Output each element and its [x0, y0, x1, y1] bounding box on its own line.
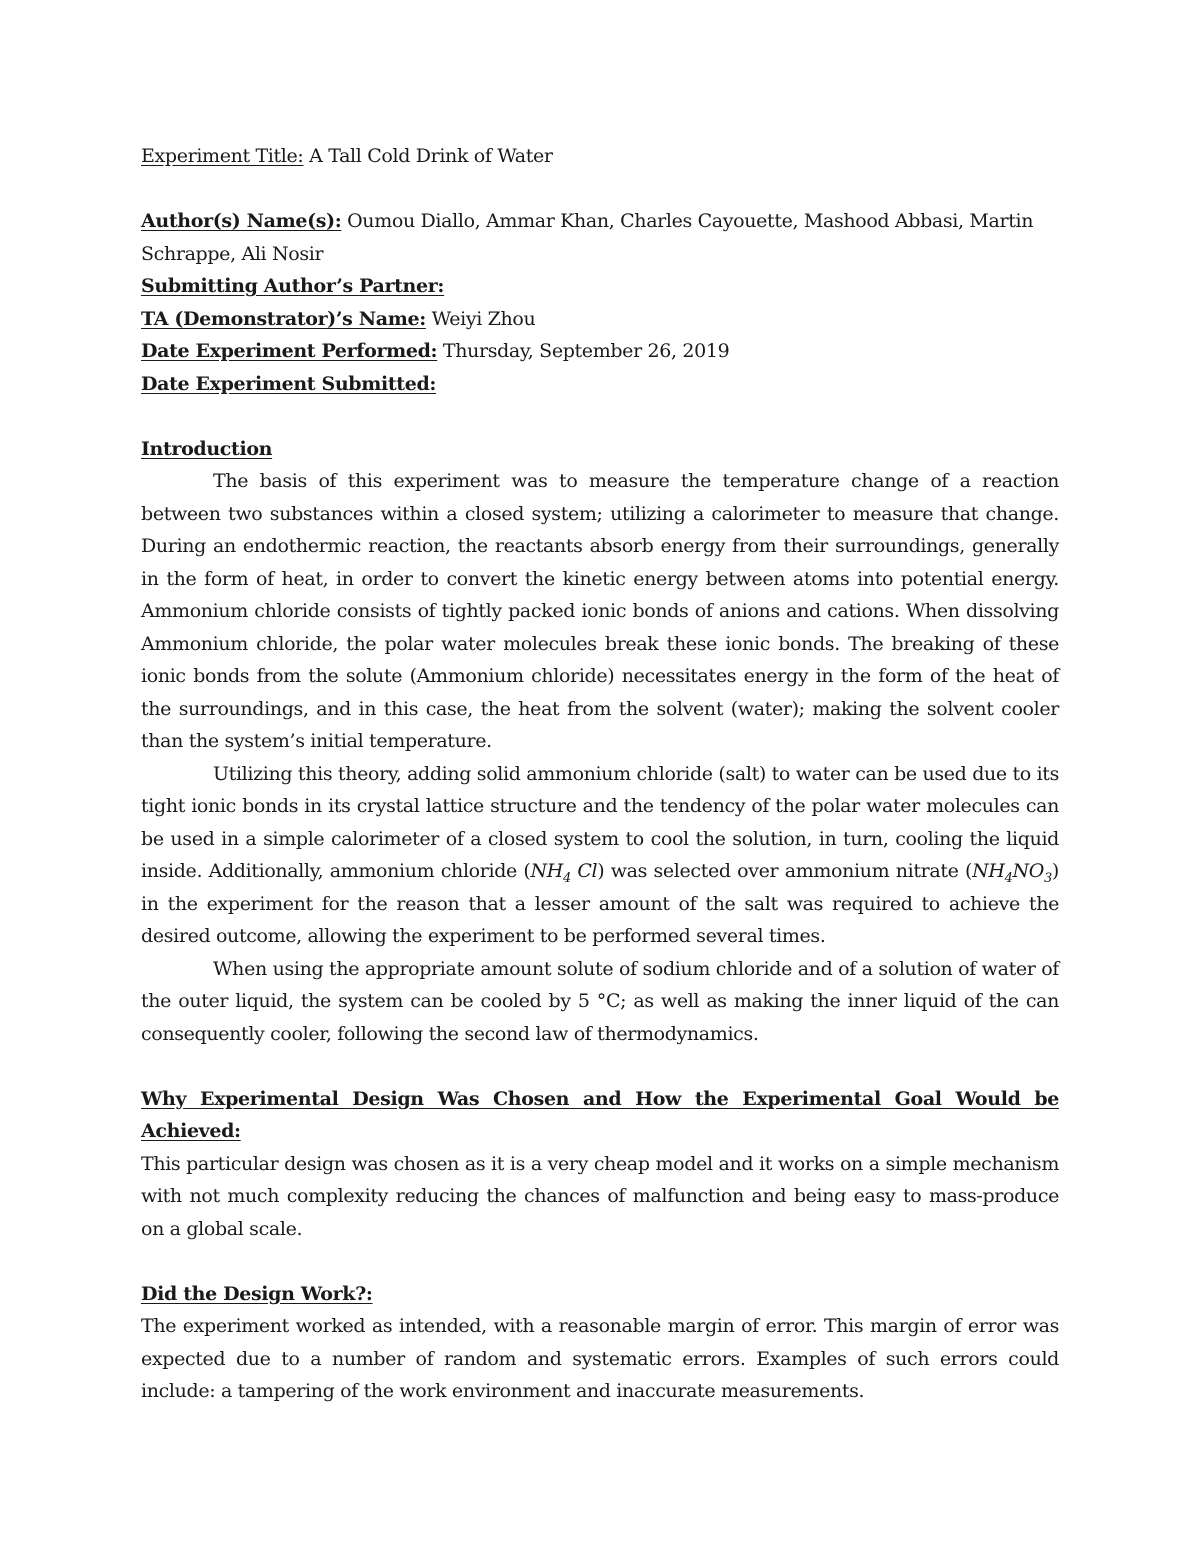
introduction-paragraph-2: Utilizing this theory, adding solid ammonium chloride (salt) to water can be used due to its tight ionic bonds in its crystal lattice structure and the tendency of the polar water molecules can be used in a simple calorimeter of a closed system to cool the solution, in turn, cooling the liquid inside. Additionally, ammonium chloride ($NH_4$ Cl) was selected over ammonium nitrate $(NH_4NO_3)$ in the experiment for the reason that a lesser amount of the salt was required to achieve the desired outcome, allowing the experiment to be performed several times. [141, 762, 1059, 947]
partner-label: Submitting Author’s Partner: [141, 275, 445, 297]
design-paragraph: This particular design was chosen as it is a very cheap model and it works on a simple mechanism with not much complexity reducing the chances of malfunction and being easy to mass-produce on a global scale. [141, 1152, 1059, 1240]
date-performed-line [141, 335, 1059, 368]
document-page [141, 140, 1059, 1408]
ta-value: Weiyi Zhou [425, 307, 536, 330]
authors-label: Author(s) Name(s): [141, 210, 342, 232]
experiment-title-value: A Tall Cold Drink of Water [303, 145, 553, 167]
result-paragraph: The experiment worked as intended, with a reasonable margin of error. This margin of error was expected due to a number of random and systematic errors. Examples of such errors could include: a tampering of the work environment and inaccurate measurements. [141, 1315, 1059, 1402]
partner-line [141, 270, 1059, 303]
introduction-heading: Introduction [141, 437, 273, 460]
date-performed-label: Date Experiment Performed: [141, 340, 438, 362]
ammonium-chloride-formula: $NH_4$ Cl [530, 860, 598, 886]
experiment-title-label: Experiment Title: [141, 145, 304, 167]
introduction-paragraph-3: When using the appropriate amount solute of sodium chloride and of a solution of water of the outer liquid, the system can be cooled by 5 °C; as well as making the inner liquid of the can consequently cooler, following the second law of thermodynamics. [141, 957, 1059, 1045]
ta-label: TA (Demonstrator)’s Name: [141, 307, 426, 330]
design-heading: Why Experimental Design Was Chosen and How the Experimental Goal Would be Achieved: [141, 1087, 1059, 1142]
ta-line [141, 303, 1059, 336]
date-performed-value: Thursday, September 26, 2019 [437, 340, 730, 362]
experiment-title-line [141, 140, 1059, 173]
authors-value: Oumou Diallo, Ammar Khan, Charles Cayouette, Mashood Abbasi, Martin Schrappe, Ali Nosir [141, 210, 1034, 265]
introduction-paragraph-1: The basis of this experiment was to measure the temperature change of a reaction between two substances within a closed system; utilizing a calorimeter to measure that change. During an endothermic reaction, the reactants absorb energy from their surroundings, generally in the form of heat, in order to convert the kinetic energy between atoms into potential energy. Ammonium chloride consists of tightly packed ionic bonds of anions and cations. When dissolving Ammonium chloride, the polar water molecules break these ionic bonds. The breaking of these ionic bonds from the solute (Ammonium chloride) necessitates energy in the form of the heat of the surroundings, and in this case, the heat from the solvent (water); making the solvent cooler than the system’s initial temperature. [141, 470, 1059, 752]
ammonium-nitrate-formula: $NH_4NO_3$ [972, 860, 1052, 886]
result-heading: Did the Design Work?: [141, 1282, 373, 1305]
date-submitted-line [141, 368, 1059, 401]
date-submitted-label: Date Experiment Submitted: [141, 372, 437, 395]
authors-line [141, 205, 1059, 270]
